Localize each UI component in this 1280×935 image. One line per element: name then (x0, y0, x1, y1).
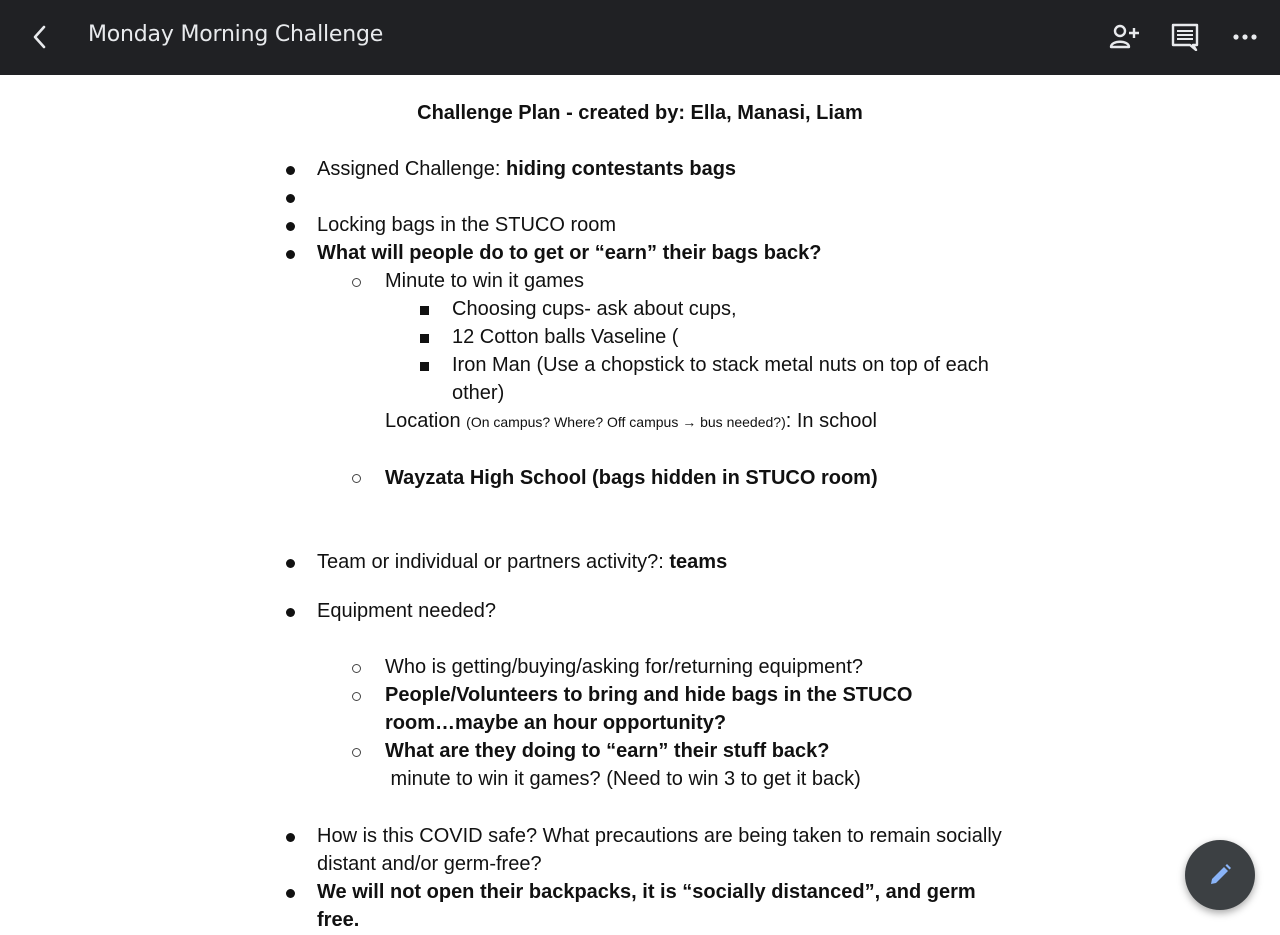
app-bar (0, 0, 1280, 75)
list-item-game-3-cont: other) (452, 382, 505, 404)
list-item-volunteers: People/Volunteers to bring and hide bags in the STUCO (385, 684, 913, 706)
document-body[interactable] (0, 75, 1280, 935)
bullet-dot-icon (286, 250, 295, 259)
bullet-dot-icon (286, 559, 295, 568)
back-button[interactable] (22, 20, 56, 54)
list-item-school: Wayzata High School (bags hidden in STUCO room) (385, 467, 878, 489)
bullet-circle-icon (352, 474, 361, 483)
bullet-square-icon (420, 306, 429, 315)
edit-fab-button[interactable] (1185, 840, 1255, 910)
list-item-equipment: Equipment needed? (317, 600, 497, 622)
location-label: Location (385, 410, 467, 432)
bullet-dot-icon (286, 833, 295, 842)
list-item-game-1: Choosing cups- ask about cups, (452, 298, 737, 320)
bullet-square-icon (420, 334, 429, 343)
more-options-button[interactable] (1226, 18, 1264, 56)
bullet-dot-icon (286, 889, 295, 898)
assigned-value: hiding contestants bags (506, 158, 737, 180)
list-item-covid-answer-cont: free. (317, 909, 360, 931)
list-item-covid: How is this COVID safe? What precautions are being taken to remain socially (317, 825, 1002, 847)
bullet-circle-icon (352, 278, 361, 287)
list-item-locking: Locking bags in the STUCO room (317, 214, 617, 236)
more-horiz-icon (1233, 33, 1257, 41)
comment-icon (1171, 23, 1199, 51)
list-item-assigned (317, 155, 736, 183)
edit-pencil-icon (1207, 862, 1233, 888)
bullet-dot-icon (286, 608, 295, 617)
list-item-covid-answer: We will not open their backpacks, it is “socially distanced”, and germ (317, 881, 976, 903)
bullet-circle-icon (352, 748, 361, 757)
list-item-minute-games: Minute to win it games (385, 270, 584, 292)
team-value: teams (669, 551, 728, 573)
location-hint: (On campus? Where? Off campus → bus needed?) (466, 414, 786, 430)
location-line (385, 407, 877, 436)
bullet-circle-icon (352, 692, 361, 701)
list-item-earn-question: What will people do to get or “earn” their bags back? (317, 242, 822, 264)
person-add-icon (1109, 24, 1141, 50)
list-item-volunteers-cont: room…maybe an hour opportunity? (385, 712, 727, 734)
bullet-dot-icon (286, 194, 295, 203)
chevron-left-icon (32, 25, 46, 49)
bullet-circle-icon (352, 664, 361, 673)
bullet-dot-icon (286, 222, 295, 231)
assigned-label: Assigned Challenge: (317, 158, 507, 180)
location-value: : In school (785, 410, 877, 432)
team-label: Team or individual or partners activity?: (317, 551, 670, 573)
earn-answer: minute to win it games? (Need to win 3 to get it back) (385, 768, 861, 790)
list-item-game-2: 12 Cotton balls Vaseline ( (452, 326, 679, 348)
list-item-team (317, 548, 727, 576)
list-item-earn-stuff: What are they doing to “earn” their stuff back? (385, 740, 830, 762)
comments-button[interactable] (1166, 18, 1204, 56)
list-item-covid-cont: distant and/or germ-free? (317, 853, 542, 875)
list-item-game-3: Iron Man (Use a chopstick to stack metal nuts on top of each (452, 354, 989, 376)
list-item-who-equipment: Who is getting/buying/asking for/returning equipment? (385, 656, 864, 678)
doc-heading: Challenge Plan - created by: Ella, Manasi, Liam (417, 102, 863, 124)
share-button[interactable] (1106, 18, 1144, 56)
bullet-square-icon (420, 362, 429, 371)
bullet-dot-icon (286, 166, 295, 175)
document-title: Monday Morning Challenge (88, 22, 384, 47)
